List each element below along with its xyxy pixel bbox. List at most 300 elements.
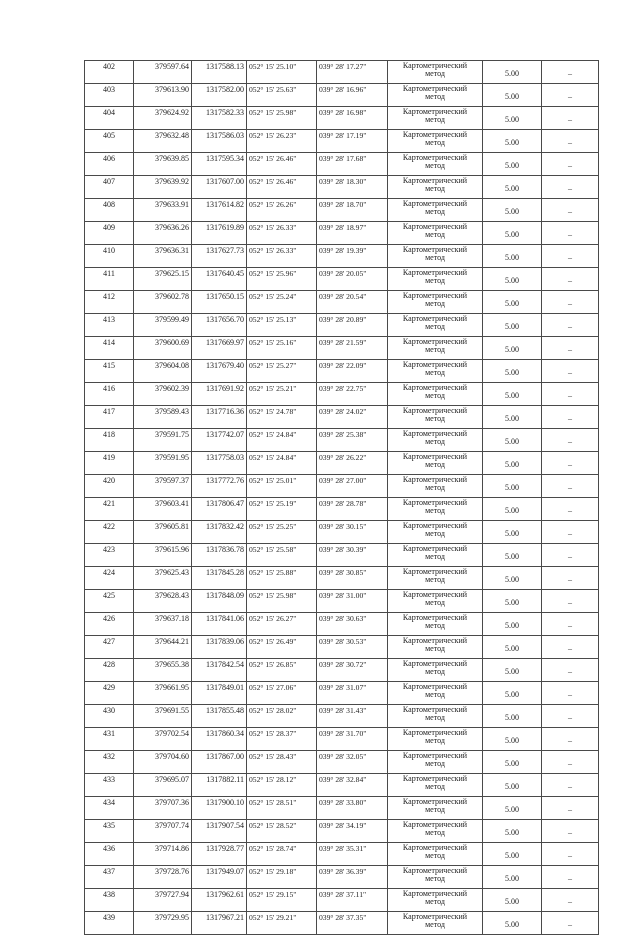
method-cell [388, 360, 483, 383]
x-coordinate-cell: 379600.69 [134, 337, 192, 360]
x-coordinate-cell: 379633.91 [134, 199, 192, 222]
method-line-2: метод [425, 482, 445, 492]
note-cell: – [542, 866, 599, 889]
method-line-1: Картометрический [402, 130, 468, 139]
accuracy-cell: 5.00 [483, 61, 542, 84]
method-line-2: метод [425, 735, 445, 745]
coordinates-table [84, 60, 599, 935]
table-row [85, 912, 599, 935]
method-line-1: Картометрический [402, 61, 468, 70]
y-coordinate-cell: 1317882.11 [192, 774, 247, 797]
method-cell [388, 383, 483, 406]
method-line-1: Картометрический [402, 590, 468, 599]
method-line-1: Картометрический [402, 406, 468, 415]
x-coordinate-cell: 379636.31 [134, 245, 192, 268]
method-line-2: метод [425, 390, 445, 400]
y-coordinate-cell: 1317907.54 [192, 820, 247, 843]
y-coordinate-cell: 1317832.42 [192, 521, 247, 544]
point-number-cell: 405 [85, 130, 134, 153]
note-cell: – [542, 567, 599, 590]
method-cell [388, 751, 483, 774]
method-line-2: метод [425, 919, 445, 929]
note-cell: – [542, 797, 599, 820]
point-number-cell: 406 [85, 153, 134, 176]
y-coordinate-cell: 1317742.07 [192, 429, 247, 452]
y-coordinate-cell: 1317650.15 [192, 291, 247, 314]
accuracy-cell: 5.00 [483, 797, 542, 820]
table-row [85, 245, 599, 268]
table-row [85, 889, 599, 912]
note-cell: – [542, 84, 599, 107]
y-coordinate-cell: 1317588.13 [192, 61, 247, 84]
method-cell [388, 590, 483, 613]
method-cell [388, 866, 483, 889]
method-line-1: Картометрический [402, 337, 468, 346]
point-number-cell: 403 [85, 84, 134, 107]
method-cell [388, 544, 483, 567]
accuracy-cell: 5.00 [483, 291, 542, 314]
method-line-1: Картометрический [402, 475, 468, 484]
accuracy-cell: 5.00 [483, 659, 542, 682]
y-coordinate-cell: 1317669.97 [192, 337, 247, 360]
latitude-cell: 052° 15' 25.21" [247, 383, 317, 406]
latitude-cell: 052° 15' 25.63" [247, 84, 317, 107]
y-coordinate-cell: 1317842.54 [192, 659, 247, 682]
accuracy-cell: 5.00 [483, 245, 542, 268]
longitude-cell: 039° 28' 31.00" [317, 590, 388, 613]
method-cell [388, 406, 483, 429]
method-line-2: метод [425, 689, 445, 699]
longitude-cell: 039° 28' 18.97" [317, 222, 388, 245]
table-row [85, 751, 599, 774]
y-coordinate-cell: 1317656.70 [192, 314, 247, 337]
method-cell [388, 61, 483, 84]
y-coordinate-cell: 1317849.01 [192, 682, 247, 705]
note-cell: – [542, 268, 599, 291]
longitude-cell: 039° 28' 34.19" [317, 820, 388, 843]
note-cell: – [542, 406, 599, 429]
method-line-1: Картометрический [402, 613, 468, 622]
y-coordinate-cell: 1317839.06 [192, 636, 247, 659]
point-number-cell: 420 [85, 475, 134, 498]
method-cell [388, 521, 483, 544]
y-coordinate-cell: 1317640.45 [192, 268, 247, 291]
accuracy-cell: 5.00 [483, 705, 542, 728]
y-coordinate-cell: 1317860.34 [192, 728, 247, 751]
y-coordinate-cell: 1317848.09 [192, 590, 247, 613]
y-coordinate-cell: 1317614.82 [192, 199, 247, 222]
method-line-2: метод [425, 91, 445, 101]
method-line-2: метод [425, 252, 445, 262]
longitude-cell: 039° 28' 19.39" [317, 245, 388, 268]
x-coordinate-cell: 379704.60 [134, 751, 192, 774]
y-coordinate-cell: 1317841.06 [192, 613, 247, 636]
method-cell [388, 291, 483, 314]
longitude-cell: 039° 28' 37.11" [317, 889, 388, 912]
latitude-cell: 052° 15' 24.84" [247, 452, 317, 475]
method-line-2: метод [425, 804, 445, 814]
x-coordinate-cell: 379625.43 [134, 567, 192, 590]
method-line-2: метод [425, 896, 445, 906]
table-row [85, 153, 599, 176]
point-number-cell: 421 [85, 498, 134, 521]
method-line-1: Картометрический [402, 544, 468, 553]
point-number-cell: 407 [85, 176, 134, 199]
x-coordinate-cell: 379655.38 [134, 659, 192, 682]
longitude-cell: 039° 28' 25.38" [317, 429, 388, 452]
longitude-cell: 039° 28' 30.15" [317, 521, 388, 544]
point-number-cell: 419 [85, 452, 134, 475]
latitude-cell: 052° 15' 28.52" [247, 820, 317, 843]
method-line-1: Картометрический [402, 107, 468, 116]
longitude-cell: 039° 28' 18.70" [317, 199, 388, 222]
latitude-cell: 052° 15' 28.51" [247, 797, 317, 820]
longitude-cell: 039° 28' 30.72" [317, 659, 388, 682]
y-coordinate-cell: 1317582.33 [192, 107, 247, 130]
latitude-cell: 052° 15' 25.10" [247, 61, 317, 84]
accuracy-cell: 5.00 [483, 406, 542, 429]
method-line-1: Картометрический [402, 222, 468, 231]
table-row [85, 843, 599, 866]
longitude-cell: 039° 28' 21.59" [317, 337, 388, 360]
longitude-cell: 039° 28' 35.31" [317, 843, 388, 866]
y-coordinate-cell: 1317962.61 [192, 889, 247, 912]
x-coordinate-cell: 379628.43 [134, 590, 192, 613]
note-cell: – [542, 61, 599, 84]
method-line-1: Картометрический [402, 797, 468, 806]
note-cell: – [542, 314, 599, 337]
method-cell [388, 498, 483, 521]
y-coordinate-cell: 1317806.47 [192, 498, 247, 521]
note-cell: – [542, 222, 599, 245]
note-cell: – [542, 521, 599, 544]
longitude-cell: 039° 28' 30.85" [317, 567, 388, 590]
longitude-cell: 039° 28' 17.27" [317, 61, 388, 84]
method-line-2: метод [425, 68, 445, 78]
table-row [85, 130, 599, 153]
y-coordinate-cell: 1317607.00 [192, 176, 247, 199]
x-coordinate-cell: 379615.96 [134, 544, 192, 567]
method-line-2: метод [425, 505, 445, 515]
latitude-cell: 052° 15' 24.84" [247, 429, 317, 452]
latitude-cell: 052° 15' 26.33" [247, 245, 317, 268]
x-coordinate-cell: 379707.74 [134, 820, 192, 843]
method-line-2: метод [425, 620, 445, 630]
point-number-cell: 438 [85, 889, 134, 912]
method-cell [388, 107, 483, 130]
point-number-cell: 417 [85, 406, 134, 429]
method-line-2: метод [425, 643, 445, 653]
table-row [85, 797, 599, 820]
note-cell: – [542, 590, 599, 613]
accuracy-cell: 5.00 [483, 613, 542, 636]
latitude-cell: 052° 15' 28.74" [247, 843, 317, 866]
latitude-cell: 052° 15' 25.13" [247, 314, 317, 337]
table-row [85, 337, 599, 360]
method-line-1: Картометрический [402, 659, 468, 668]
y-coordinate-cell: 1317845.28 [192, 567, 247, 590]
accuracy-cell: 5.00 [483, 84, 542, 107]
latitude-cell: 052° 15' 25.19" [247, 498, 317, 521]
latitude-cell: 052° 15' 25.98" [247, 590, 317, 613]
accuracy-cell: 5.00 [483, 222, 542, 245]
note-cell: – [542, 659, 599, 682]
method-line-1: Картометрический [402, 153, 468, 162]
latitude-cell: 052° 15' 25.58" [247, 544, 317, 567]
table-row [85, 705, 599, 728]
x-coordinate-cell: 379695.07 [134, 774, 192, 797]
point-number-cell: 414 [85, 337, 134, 360]
note-cell: – [542, 245, 599, 268]
latitude-cell: 052° 15' 24.78" [247, 406, 317, 429]
method-line-1: Картометрический [402, 245, 468, 254]
accuracy-cell: 5.00 [483, 636, 542, 659]
longitude-cell: 039° 28' 30.53" [317, 636, 388, 659]
latitude-cell: 052° 15' 25.16" [247, 337, 317, 360]
point-number-cell: 426 [85, 613, 134, 636]
method-cell [388, 820, 483, 843]
accuracy-cell: 5.00 [483, 130, 542, 153]
table-row [85, 291, 599, 314]
x-coordinate-cell: 379613.90 [134, 84, 192, 107]
longitude-cell: 039° 28' 18.30" [317, 176, 388, 199]
point-number-cell: 437 [85, 866, 134, 889]
method-cell [388, 337, 483, 360]
point-number-cell: 424 [85, 567, 134, 590]
note-cell: – [542, 889, 599, 912]
method-line-1: Картометрический [402, 843, 468, 852]
latitude-cell: 052° 15' 25.98" [247, 107, 317, 130]
x-coordinate-cell: 379597.64 [134, 61, 192, 84]
method-line-2: метод [425, 436, 445, 446]
y-coordinate-cell: 1317619.89 [192, 222, 247, 245]
method-line-2: метод [425, 597, 445, 607]
method-line-1: Картометрический [402, 429, 468, 438]
method-cell [388, 613, 483, 636]
method-line-1: Картометрический [402, 291, 468, 300]
longitude-cell: 039° 28' 30.39" [317, 544, 388, 567]
method-cell [388, 636, 483, 659]
method-cell [388, 268, 483, 291]
latitude-cell: 052° 15' 25.96" [247, 268, 317, 291]
x-coordinate-cell: 379632.48 [134, 130, 192, 153]
table-body [85, 61, 599, 935]
method-line-2: метод [425, 781, 445, 791]
table-row [85, 176, 599, 199]
point-number-cell: 412 [85, 291, 134, 314]
x-coordinate-cell: 379604.08 [134, 360, 192, 383]
point-number-cell: 413 [85, 314, 134, 337]
accuracy-cell: 5.00 [483, 751, 542, 774]
note-cell: – [542, 912, 599, 935]
method-line-1: Картометрический [402, 498, 468, 507]
latitude-cell: 052° 15' 25.24" [247, 291, 317, 314]
accuracy-cell: 5.00 [483, 912, 542, 935]
method-cell [388, 774, 483, 797]
longitude-cell: 039° 28' 37.35" [317, 912, 388, 935]
y-coordinate-cell: 1317691.92 [192, 383, 247, 406]
longitude-cell: 039° 28' 22.75" [317, 383, 388, 406]
y-coordinate-cell: 1317900.10 [192, 797, 247, 820]
method-line-2: метод [425, 183, 445, 193]
point-number-cell: 434 [85, 797, 134, 820]
table-row [85, 406, 599, 429]
method-cell [388, 912, 483, 935]
table-row [85, 682, 599, 705]
longitude-cell: 039° 28' 36.39" [317, 866, 388, 889]
method-cell [388, 314, 483, 337]
table-row [85, 222, 599, 245]
longitude-cell: 039° 28' 17.19" [317, 130, 388, 153]
method-line-1: Картометрический [402, 705, 468, 714]
method-cell [388, 797, 483, 820]
accuracy-cell: 5.00 [483, 889, 542, 912]
accuracy-cell: 5.00 [483, 337, 542, 360]
longitude-cell: 039° 28' 32.84" [317, 774, 388, 797]
method-line-1: Картометрический [402, 912, 468, 921]
y-coordinate-cell: 1317586.03 [192, 130, 247, 153]
point-number-cell: 430 [85, 705, 134, 728]
table-row [85, 820, 599, 843]
accuracy-cell: 5.00 [483, 268, 542, 291]
table-row [85, 268, 599, 291]
method-line-1: Картометрический [402, 452, 468, 461]
x-coordinate-cell: 379729.95 [134, 912, 192, 935]
note-cell: – [542, 682, 599, 705]
method-line-1: Картометрический [402, 774, 468, 783]
note-cell: – [542, 199, 599, 222]
method-line-1: Картометрический [402, 682, 468, 691]
latitude-cell: 052° 15' 28.43" [247, 751, 317, 774]
point-number-cell: 402 [85, 61, 134, 84]
note-cell: – [542, 475, 599, 498]
method-cell [388, 452, 483, 475]
method-line-2: метод [425, 321, 445, 331]
longitude-cell: 039° 28' 20.05" [317, 268, 388, 291]
method-cell [388, 475, 483, 498]
table-row [85, 728, 599, 751]
table-row [85, 452, 599, 475]
accuracy-cell: 5.00 [483, 153, 542, 176]
method-line-2: метод [425, 367, 445, 377]
method-cell [388, 130, 483, 153]
note-cell: – [542, 429, 599, 452]
method-line-1: Картометрический [402, 567, 468, 576]
x-coordinate-cell: 379625.15 [134, 268, 192, 291]
latitude-cell: 052° 15' 28.37" [247, 728, 317, 751]
method-line-2: метод [425, 850, 445, 860]
y-coordinate-cell: 1317836.78 [192, 544, 247, 567]
method-line-2: метод [425, 137, 445, 147]
point-number-cell: 411 [85, 268, 134, 291]
longitude-cell: 039° 28' 26.22" [317, 452, 388, 475]
method-cell [388, 245, 483, 268]
method-line-2: метод [425, 551, 445, 561]
y-coordinate-cell: 1317967.21 [192, 912, 247, 935]
note-cell: – [542, 774, 599, 797]
longitude-cell: 039° 28' 32.05" [317, 751, 388, 774]
method-line-2: метод [425, 344, 445, 354]
longitude-cell: 039° 28' 17.68" [317, 153, 388, 176]
note-cell: – [542, 820, 599, 843]
accuracy-cell: 5.00 [483, 452, 542, 475]
point-number-cell: 418 [85, 429, 134, 452]
longitude-cell: 039° 28' 22.09" [317, 360, 388, 383]
point-number-cell: 432 [85, 751, 134, 774]
point-number-cell: 410 [85, 245, 134, 268]
note-cell: – [542, 383, 599, 406]
point-number-cell: 435 [85, 820, 134, 843]
y-coordinate-cell: 1317679.40 [192, 360, 247, 383]
method-line-2: метод [425, 528, 445, 538]
point-number-cell: 433 [85, 774, 134, 797]
point-number-cell: 425 [85, 590, 134, 613]
latitude-cell: 052° 15' 26.46" [247, 176, 317, 199]
note-cell: – [542, 636, 599, 659]
note-cell: – [542, 544, 599, 567]
y-coordinate-cell: 1317928.77 [192, 843, 247, 866]
method-line-1: Картометрический [402, 199, 468, 208]
latitude-cell: 052° 15' 26.49" [247, 636, 317, 659]
accuracy-cell: 5.00 [483, 567, 542, 590]
table-row [85, 590, 599, 613]
point-number-cell: 409 [85, 222, 134, 245]
latitude-cell: 052° 15' 28.02" [247, 705, 317, 728]
method-cell [388, 222, 483, 245]
table-row [85, 498, 599, 521]
x-coordinate-cell: 379589.43 [134, 406, 192, 429]
table-row [85, 521, 599, 544]
latitude-cell: 052° 15' 26.33" [247, 222, 317, 245]
x-coordinate-cell: 379727.94 [134, 889, 192, 912]
method-line-2: метод [425, 873, 445, 883]
accuracy-cell: 5.00 [483, 590, 542, 613]
point-number-cell: 423 [85, 544, 134, 567]
x-coordinate-cell: 379597.37 [134, 475, 192, 498]
latitude-cell: 052° 15' 26.85" [247, 659, 317, 682]
method-line-2: метод [425, 206, 445, 216]
x-coordinate-cell: 379639.92 [134, 176, 192, 199]
table-row [85, 636, 599, 659]
note-cell: – [542, 843, 599, 866]
method-cell [388, 199, 483, 222]
table-row [85, 475, 599, 498]
method-line-2: метод [425, 413, 445, 423]
method-line-2: метод [425, 298, 445, 308]
longitude-cell: 039° 28' 31.07" [317, 682, 388, 705]
accuracy-cell: 5.00 [483, 728, 542, 751]
latitude-cell: 052° 15' 29.21" [247, 912, 317, 935]
note-cell: – [542, 728, 599, 751]
x-coordinate-cell: 379602.39 [134, 383, 192, 406]
latitude-cell: 052° 15' 25.27" [247, 360, 317, 383]
accuracy-cell: 5.00 [483, 314, 542, 337]
table-row [85, 567, 599, 590]
accuracy-cell: 5.00 [483, 107, 542, 130]
x-coordinate-cell: 379644.21 [134, 636, 192, 659]
longitude-cell: 039° 28' 33.80" [317, 797, 388, 820]
y-coordinate-cell: 1317772.76 [192, 475, 247, 498]
point-number-cell: 431 [85, 728, 134, 751]
latitude-cell: 052° 15' 27.06" [247, 682, 317, 705]
method-line-2: метод [425, 459, 445, 469]
accuracy-cell: 5.00 [483, 176, 542, 199]
point-number-cell: 422 [85, 521, 134, 544]
point-number-cell: 416 [85, 383, 134, 406]
accuracy-cell: 5.00 [483, 429, 542, 452]
method-line-1: Картометрический [402, 360, 468, 369]
table-row [85, 107, 599, 130]
